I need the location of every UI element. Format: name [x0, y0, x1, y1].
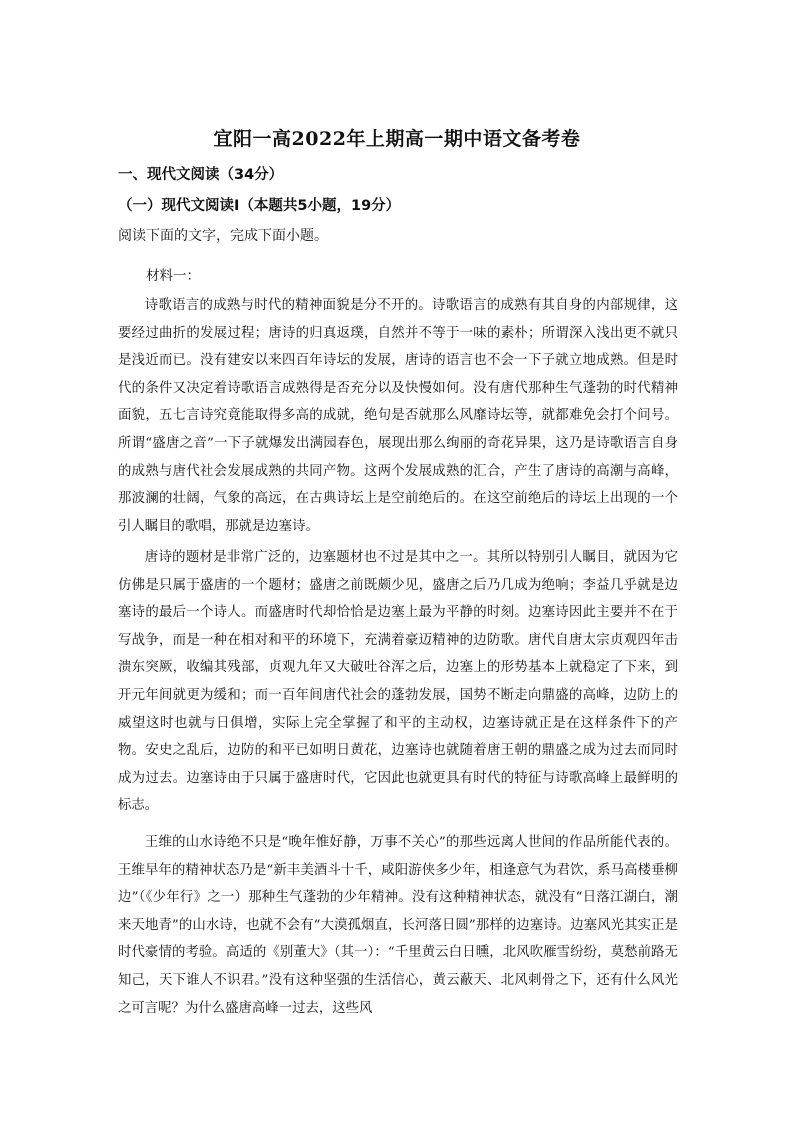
subsection-heading: （一）现代文阅读Ⅰ（本题共5小题，19分） — [118, 198, 401, 214]
passage-paragraph: 王维的山水诗绝不只是“晚年惟好静，万事不关心”的那些远离人世间的作品所能代表的。王维早年的精神状态乃是“新丰美酒斗十千，咸阳游侠多少年，相逢意气为君饮，系马高楼垂柳边”（《少年行》之一）那种生气蓬勃的少年精神。没有这种精神状态，就没有“日落江湖白，潮来天地青”的山水诗，也就不会有“大漠孤烟直，长河落日圆”那样的边塞诗。边塞风光其实正是时代豪情的考验。高适的《别董大》（其一）：“千里黄云白日曛，北风吹雁雪纷纷，莫愁前路无知己，天下谁人不识君。”没有这种坚强的生活信心，黄云蔽天、北风刺骨之下，还有什么风光之可言呢？为什么盛唐高峰一过去，这些风 — [118, 835, 678, 1016]
section-heading: 一、现代文阅读（34分） — [118, 167, 284, 183]
passage-paragraph: 诗歌语言的成熟与时代的精神面貌是分不开的。诗歌语言的成熟有其自身的内部规律，这要经过曲折的发展过程；唐诗的归真返璞，自然并不等于一味的素朴；所谓深入浅出更不就只是浅近而已。没有建安以来四百年诗坛的发展，唐诗的语言也不会一下子就立地成熟。但是时代的条件又决定着诗歌语言成熟得是否充分以及快慢如何。没有唐代那种生气蓬勃的时代精神面貌，五七言诗究竟能取得多高的成就，绝句是否就那么风靡诗坛等，就都难免会打个问号。所谓“盛唐之音”一下子就爆发出满园春色，展现出那么绚丽的奇花异果，这乃是诗歌语言自身的成熟与唐代社会发展成熟的共同产物。这两个发展成熟的汇合，产生了唐诗的高潮与高峰，那波澜的壮阔，气象的高远，在古典诗坛上是空前绝后的。在这空前绝后的诗坛上出现的一个引人瞩目的歌唱，那就是边塞诗。 — [118, 298, 678, 534]
material-label: 材料一： — [146, 268, 200, 284]
reading-instruction: 阅读下面的文字，完成下面小题。 — [118, 228, 328, 244]
passage-paragraph: 唐诗的题材是非常广泛的，边塞题材也不过是其中之一。其所以特别引人瞩目，就因为它仿佛是只属于盛唐的一个题材；盛唐之前既颇少见，盛唐之后乃几成为绝响；李益几乎就是边塞诗的最后一个诗人。而盛唐时代却恰恰是边塞上最为平静的时刻。边塞诗因此主要并不在于写战争，而是一种在相对和平的环境下，充满着豪迈精神的边防歌。唐代自唐太宗贞观四年击溃东突厥，收编其残部，贞观九年又大破吐谷浑之后，边塞上的形势基本上就稳定了下来，到开元年间就更为缓和；而一百年间唐代社会的蓬勃发展，国势不断走向鼎盛的高峰，边防上的威望这时也就与日俱增，实际上完全掌握了和平的主动权，边塞诗就正是在这样条件下的产物。安史之乱后，边防的和平已如明日黄花，边塞诗也就随着唐王朝的鼎盛之成为过去而同时成为过去。边塞诗由于只属于盛唐时代，它因此也就更具有时代的特征与诗歌高峰上最鲜明的标志。 — [118, 550, 678, 814]
page-title: 宜阳一高2022年上期高一期中语文备考卷 — [213, 128, 581, 150]
